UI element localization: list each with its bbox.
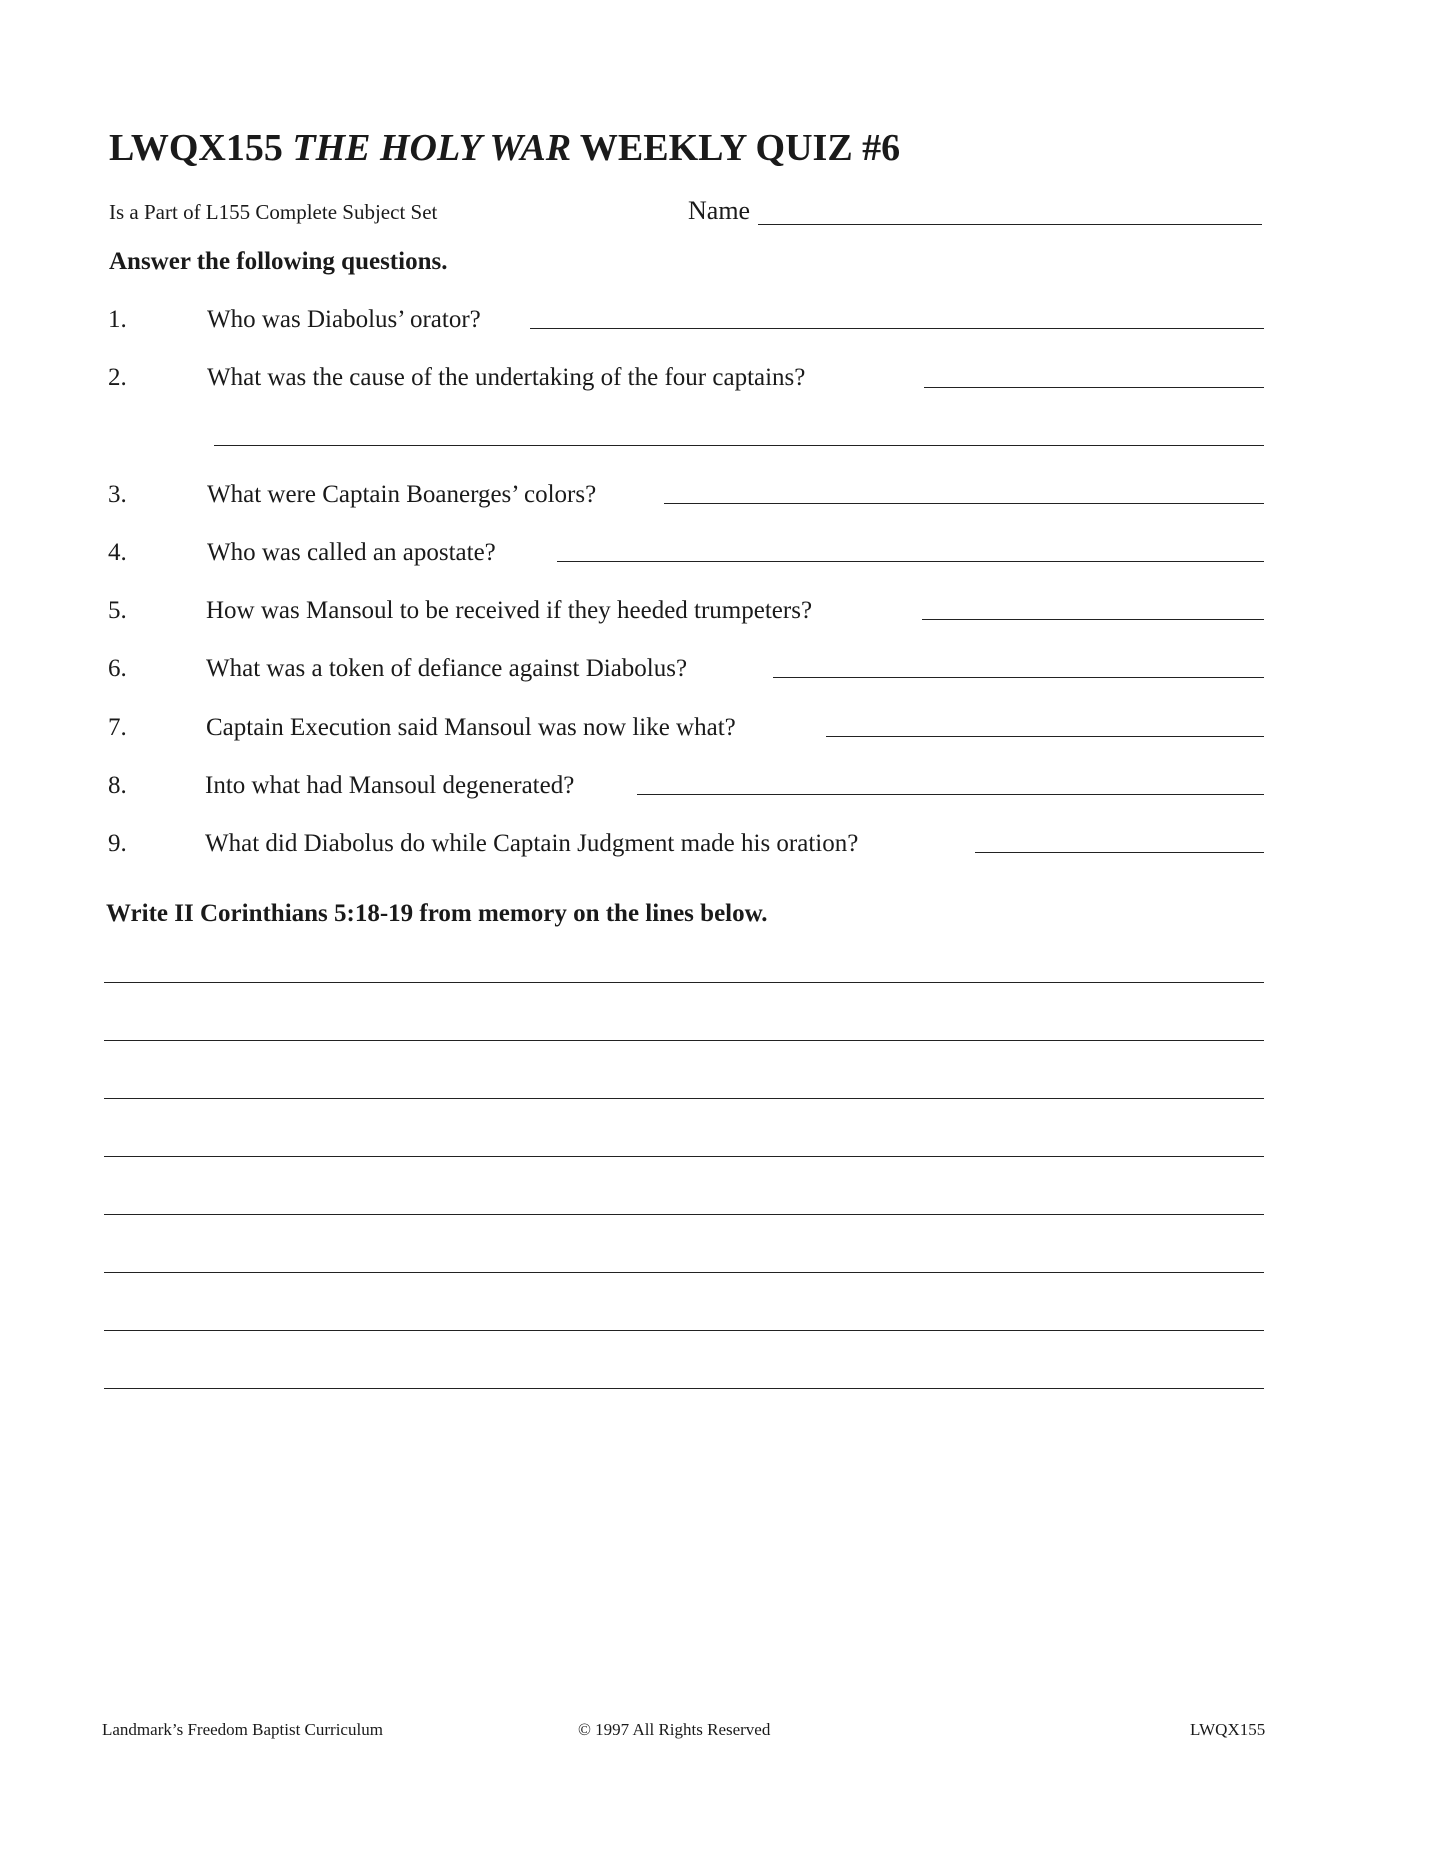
name-label: Name <box>688 196 751 225</box>
question-text: Who was Diabolus’ orator? <box>207 306 481 333</box>
answer-line[interactable] <box>530 328 1264 329</box>
memory-verse-instructions: Write II Corinthians 5:18-19 from memory on the lines below. <box>106 900 768 927</box>
quiz-title <box>109 126 900 170</box>
instructions-heading: Answer the following questions. <box>109 248 448 275</box>
question-number: 2. <box>108 364 127 391</box>
memory-line-5[interactable] <box>104 1214 1264 1215</box>
answer-line[interactable] <box>975 852 1264 853</box>
subject-set-note: Is a Part of L155 Complete Subject Set <box>109 200 438 224</box>
question-text: Captain Execution said Mansoul was now like what? <box>206 714 736 741</box>
question-number: 8. <box>108 772 127 799</box>
memory-line-3[interactable] <box>104 1098 1264 1099</box>
answer-line[interactable] <box>922 619 1264 620</box>
footer-code: LWQX155 <box>1190 1720 1266 1739</box>
answer-line[interactable] <box>826 736 1264 737</box>
book-title: THE HOLY WAR <box>292 127 572 169</box>
answer-line-continued[interactable] <box>214 445 1264 446</box>
memory-line-2[interactable] <box>104 1040 1264 1041</box>
question-number: 5. <box>108 597 127 624</box>
answer-line[interactable] <box>664 503 1264 504</box>
quiz-code: LWQX155 <box>109 127 283 169</box>
question-number: 4. <box>108 539 127 566</box>
memory-line-1[interactable] <box>104 982 1264 983</box>
question-number: 9. <box>108 830 127 857</box>
answer-line[interactable] <box>773 677 1264 678</box>
question-text: What did Diabolus do while Captain Judgment made his oration? <box>205 830 859 857</box>
memory-line-4[interactable] <box>104 1156 1264 1157</box>
name-answer-line[interactable] <box>758 224 1262 225</box>
answer-line[interactable] <box>557 561 1264 562</box>
question-number: 7. <box>108 714 127 741</box>
quiz-label: WEEKLY QUIZ #6 <box>579 127 901 169</box>
question-text: How was Mansoul to be received if they heeded trumpeters? <box>206 597 813 624</box>
question-text: Into what had Mansoul degenerated? <box>205 772 575 799</box>
footer-publisher: Landmark’s Freedom Baptist Curriculum <box>102 1720 383 1739</box>
question-text: Who was called an apostate? <box>207 539 496 566</box>
memory-line-7[interactable] <box>104 1330 1264 1331</box>
memory-line-8[interactable] <box>104 1388 1264 1389</box>
question-text: What was a token of defiance against Diabolus? <box>206 655 688 682</box>
question-number: 1. <box>108 306 127 333</box>
answer-line[interactable] <box>924 387 1264 388</box>
question-number: 6. <box>108 655 127 682</box>
question-text: What were Captain Boanerges’ colors? <box>207 481 597 508</box>
memory-line-6[interactable] <box>104 1272 1264 1273</box>
footer-copyright: © 1997 All Rights Reserved <box>578 1720 771 1739</box>
answer-line[interactable] <box>637 794 1264 795</box>
question-text: What was the cause of the undertaking of the four captains? <box>207 364 806 391</box>
question-number: 3. <box>108 481 127 508</box>
